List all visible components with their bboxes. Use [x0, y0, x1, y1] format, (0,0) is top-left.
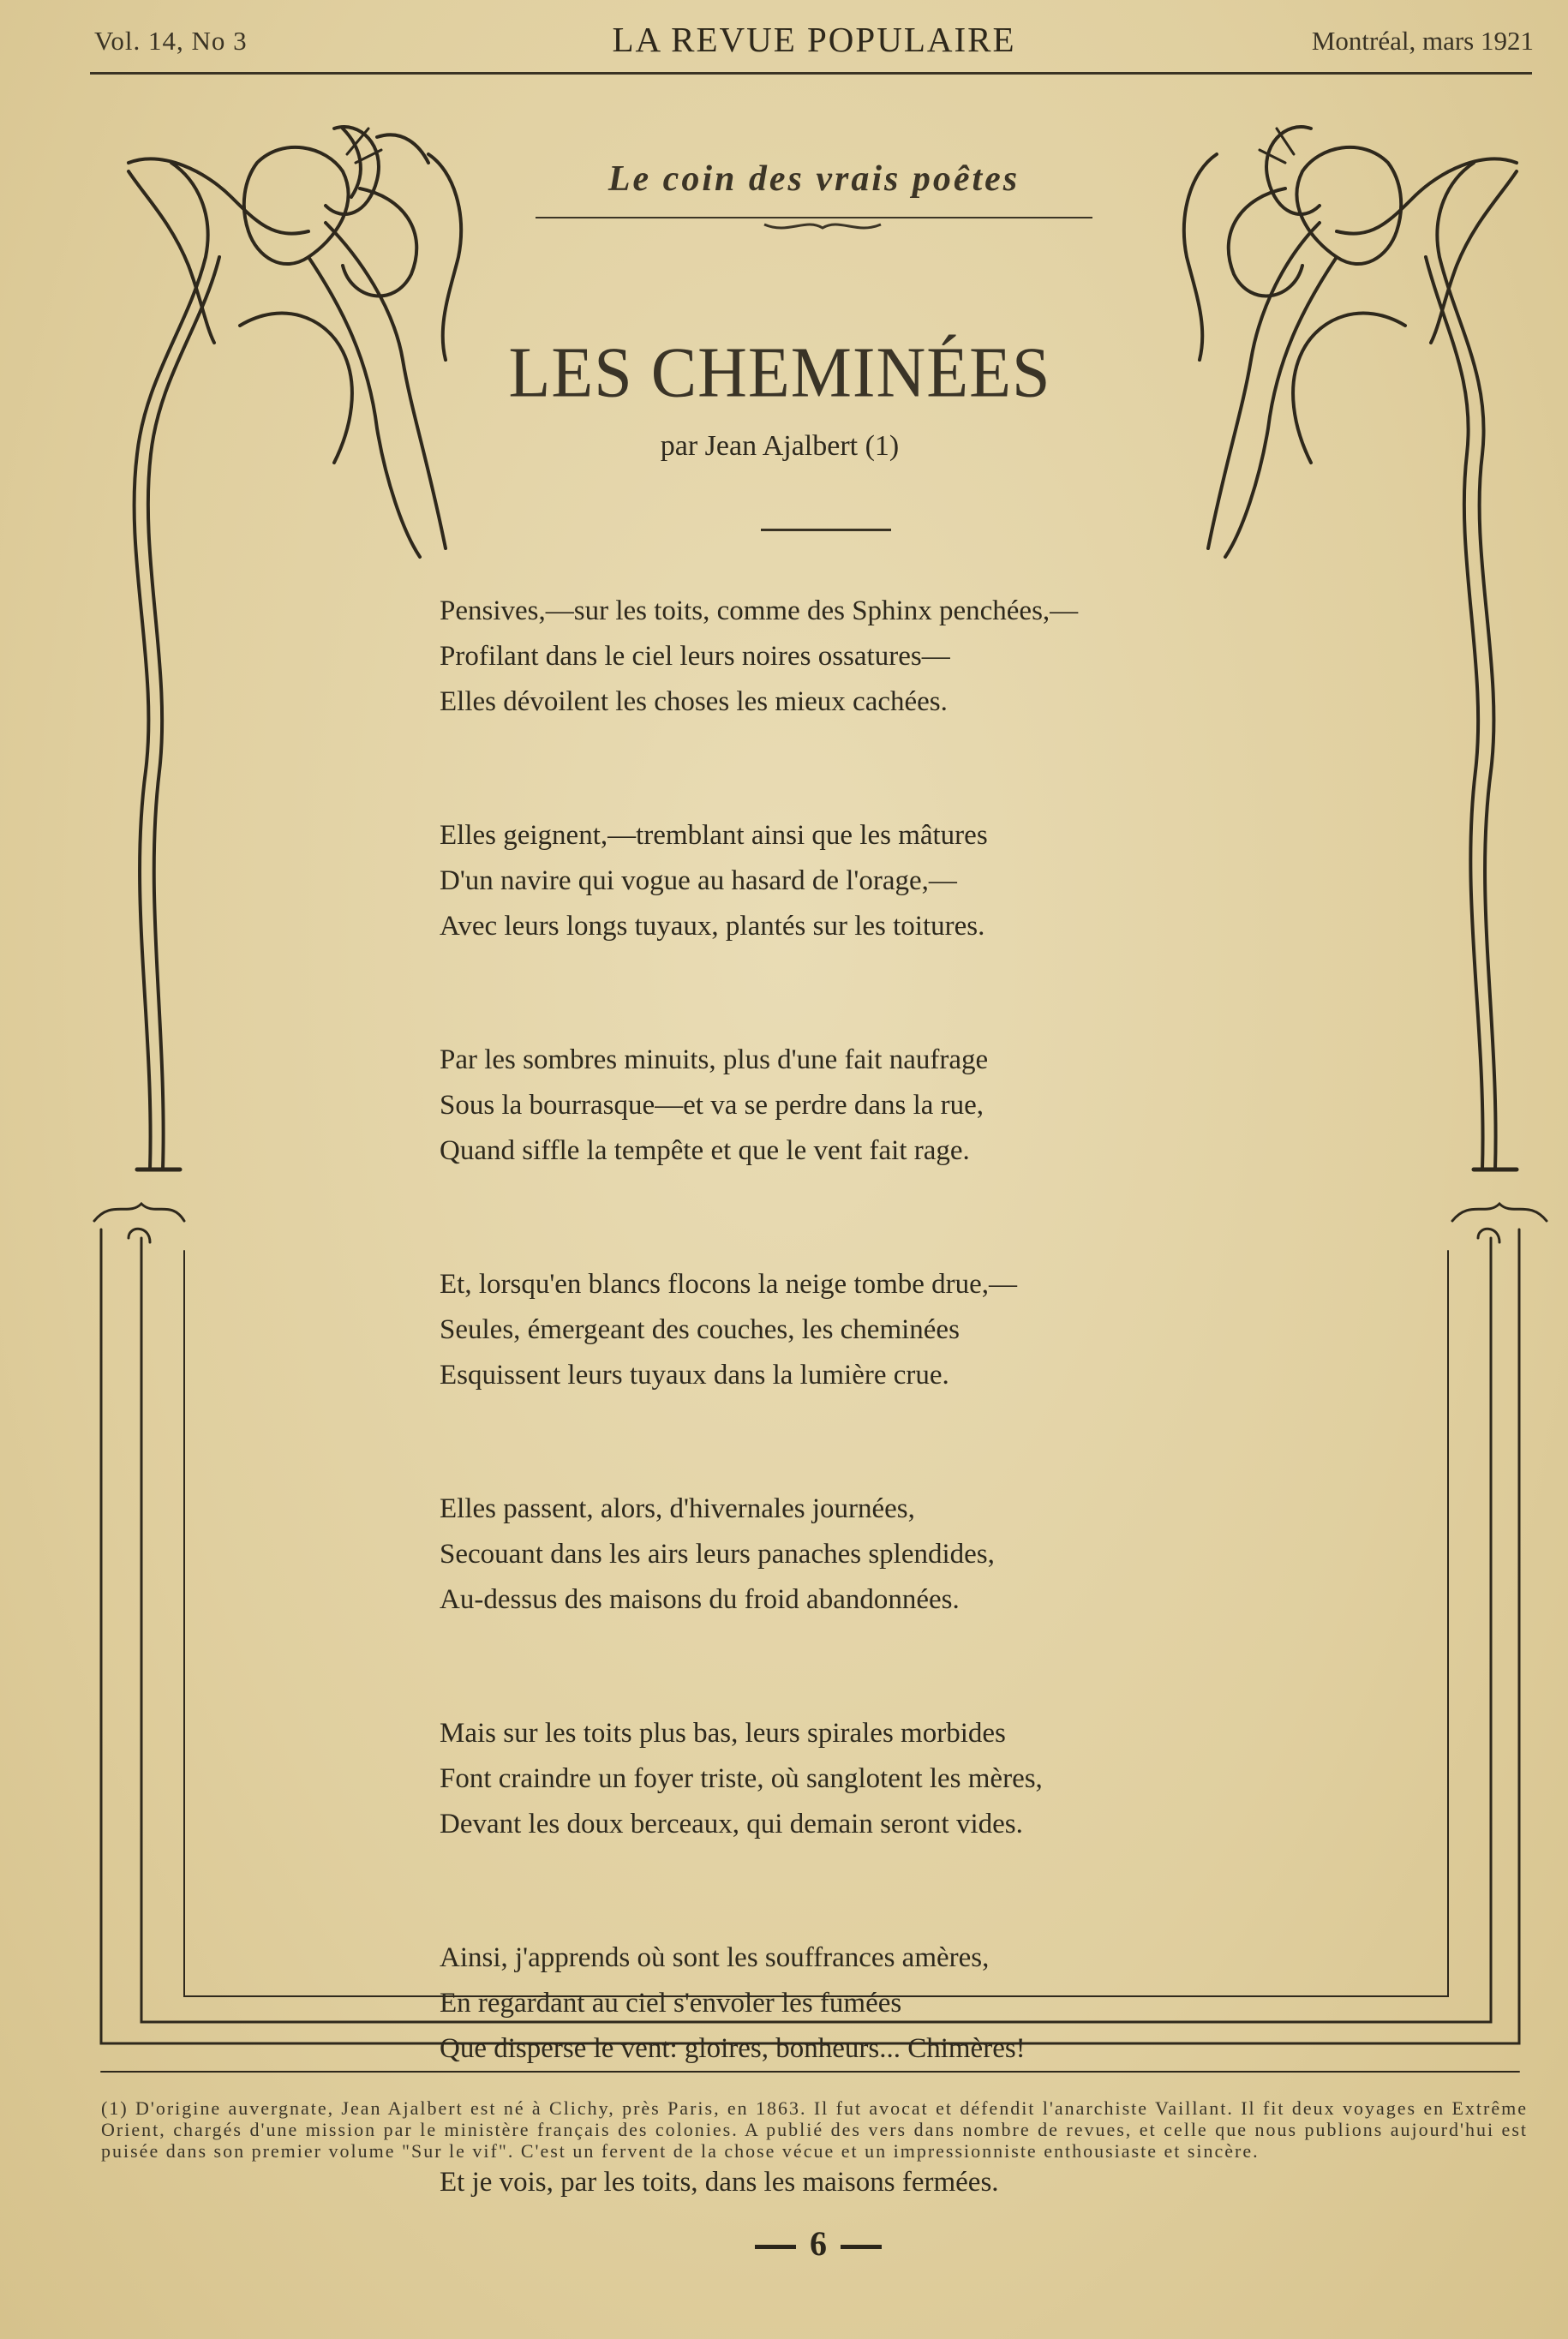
poem-line: Pensives,—sur les toits, comme des Sphinx penchées,— [440, 595, 1079, 626]
byline-rule [761, 529, 891, 531]
title-flourish-ornament [763, 218, 883, 236]
poem-line: Secouant dans les airs leurs panaches splendides, [440, 1539, 995, 1570]
poem-line: Elles geignent,—tremblant ainsi que les mâtures [440, 820, 988, 851]
page-number-block [733, 2223, 904, 2264]
poem-line: Par les sombres minuits, plus d'une fait naufrage [440, 1044, 989, 1075]
poem-line: D'un navire qui vogue au hasard de l'orage,— [440, 865, 957, 896]
poem-line: En regardant au ciel s'envoler les fumées [440, 1988, 902, 2019]
stanza [440, 2160, 1296, 2205]
stanza [440, 1935, 1296, 2072]
poem-line: Devant les doux berceaux, qui demain seront vides. [440, 1809, 1023, 1839]
place-date: Montréal, mars 1921 [1311, 26, 1534, 56]
section-title: Le coin des vrais poêtes [607, 159, 1020, 199]
poem-line: Et, lorsqu'en blancs flocons la neige tombe drue,— [440, 1269, 1018, 1300]
page-number-dash [841, 2245, 882, 2249]
poem-line: Seules, émergeant des couches, les cheminées [440, 1314, 960, 1345]
footnote: (1) D'origine auvergnate, Jean Ajalbert est né à Clichy, près Paris, en 1863. Il fut avocat et défendit l'anarchiste Vaillant. Il fit deux voyages en Extrême Orient, chargés d'une mission par le ministère français des colonies. A publié des vers dans nombre de revues, et celle que nous publions aujourd'hui est puisée dans son premier volume "Sur le vif". C'est un fervent de la chose vécue et un impressionniste enthousiaste et sincère. [101, 2097, 1528, 2162]
poem-body [440, 589, 1296, 2294]
poem-line: Et je vois, par les toits, dans les maisons fermées. [440, 2167, 999, 2198]
stanza [440, 1487, 1296, 1623]
stanza [440, 589, 1296, 725]
poem-line: Quand siffle la tempête et que le vent fait rage. [440, 1135, 970, 1166]
stanza [440, 813, 1296, 949]
poem-byline: par Jean Ajalbert (1) [660, 430, 900, 462]
stanza [440, 1711, 1296, 1847]
poem-line: Elles passent, alors, d'hivernales journées, [440, 1493, 915, 1524]
poem-line: Que disperse le vent: gloires, bonheurs... Chimères! [440, 2033, 1026, 2064]
stanza [440, 1262, 1296, 1398]
poem-line: Au-dessus des maisons du froid abandonnées. [440, 1584, 960, 1615]
poem-line: Mais sur les toits plus bas, leurs spirales morbides [440, 1718, 1006, 1749]
stanza [440, 1038, 1296, 1174]
poem-line: Font craindre un foyer triste, où sanglotent les mères, [440, 1763, 1043, 1794]
poem-line: Profilant dans le ciel leurs noires ossatures— [440, 641, 950, 672]
page-number-dash [755, 2245, 796, 2249]
volume-number: Vol. 14, No 3 [94, 26, 248, 56]
poem-line: Esquissent leurs tuyaux dans la lumière crue. [440, 1360, 949, 1391]
poem-title: LES CHEMINÉES [508, 332, 1051, 413]
poem-line: Elles dévoilent les choses les mieux cachées. [440, 686, 948, 717]
magazine-title: LA REVUE POPULAIRE [612, 20, 1016, 59]
poem-line: Avec leurs longs tuyaux, plantés sur les toitures. [440, 911, 985, 942]
poem-line: Ainsi, j'apprends où sont les souffrances amères, [440, 1942, 990, 1973]
poem-line: Sous la bourrasque—et va se perdre dans la rue, [440, 1090, 984, 1121]
page-number: 6 [810, 2224, 827, 2263]
